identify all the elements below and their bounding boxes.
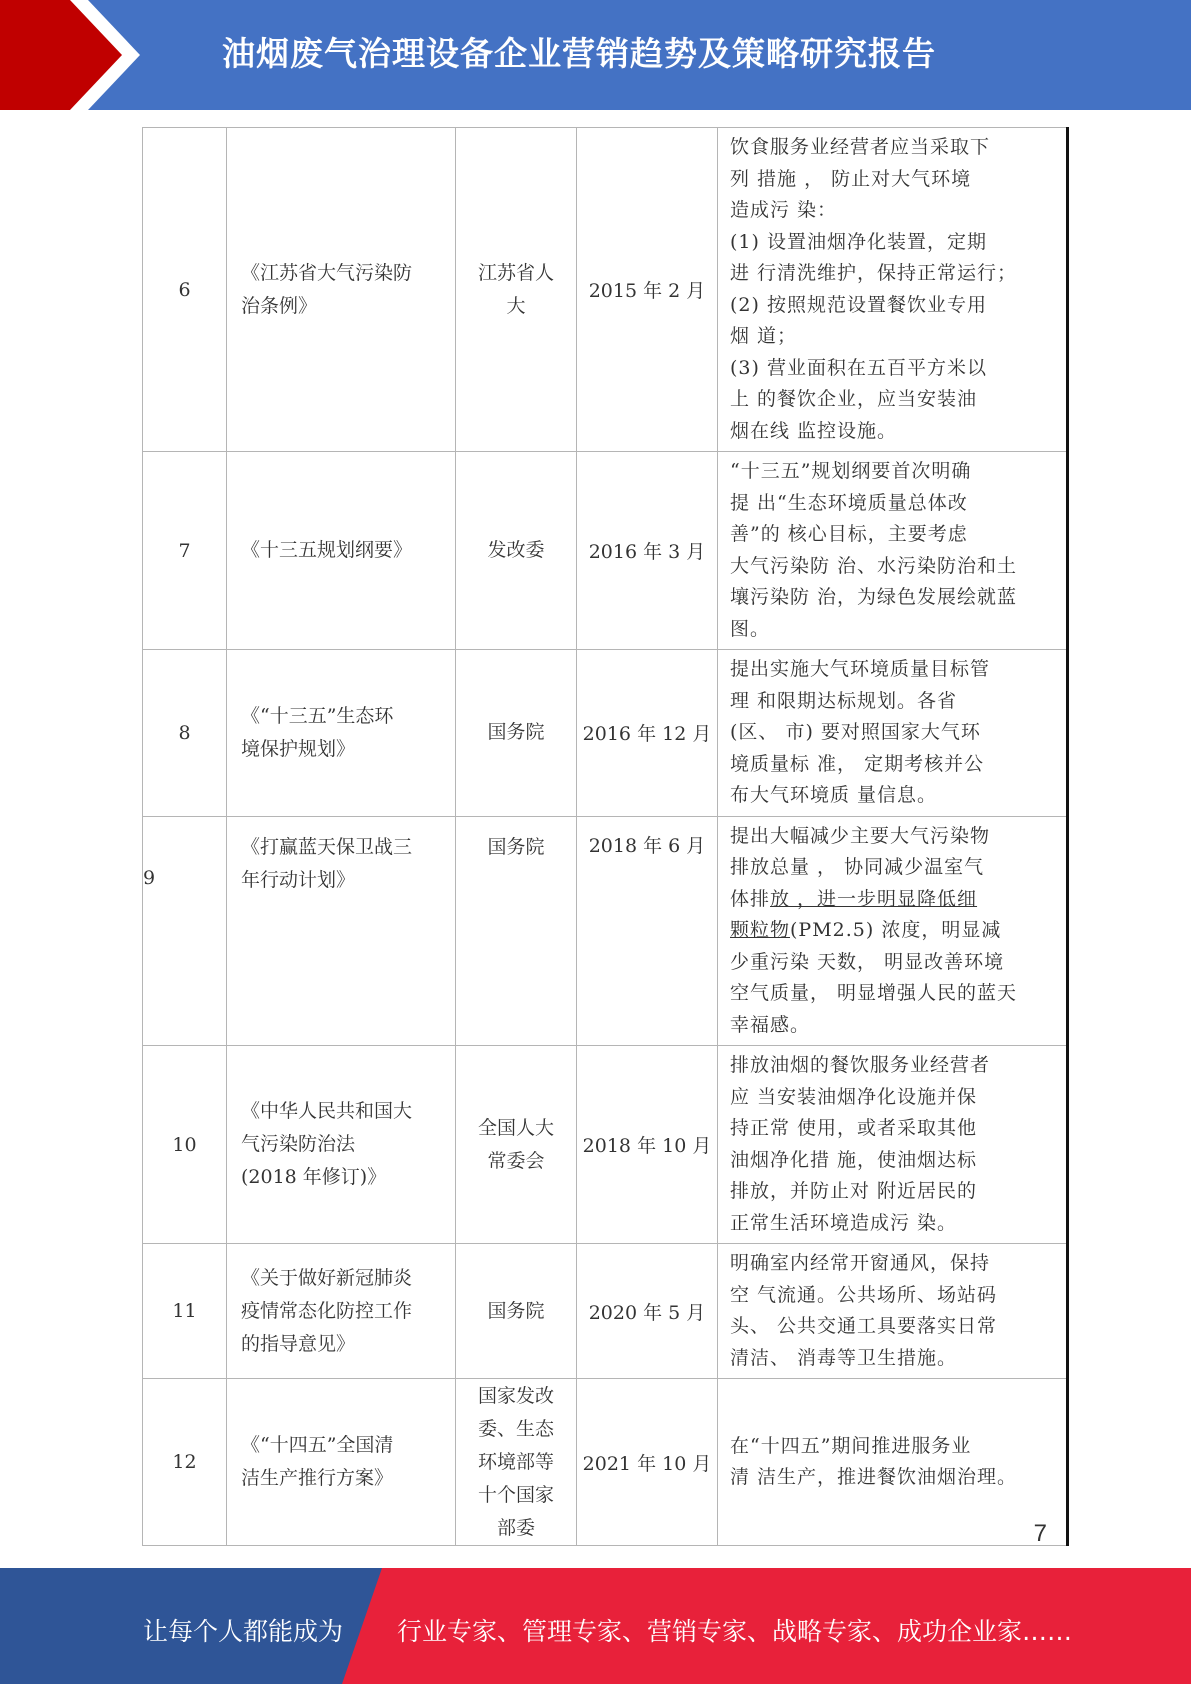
name-line: 洁生产推行方案》 — [241, 1467, 394, 1489]
policy-content — [718, 816, 1068, 1046]
content-line: (2) 按照规范设置餐饮业专用 — [730, 293, 987, 316]
row-number: 10 — [143, 1046, 227, 1244]
content-line: 进 行清洗维护，保持正常运行； — [730, 262, 1018, 284]
content-line: (区、 市) 要对照国家大气环 — [730, 721, 981, 743]
policy-content — [718, 128, 1068, 452]
underlined-text: 放 ，进一步明显降低细 — [770, 887, 978, 910]
table-row — [143, 816, 1068, 1046]
content-line: 在“十四五”期间推进服务业 — [730, 1434, 972, 1457]
table-row — [143, 1244, 1068, 1379]
table-row — [143, 452, 1068, 650]
document-name — [227, 650, 456, 817]
document-name — [227, 1244, 456, 1379]
content-line: 油烟净化措 施，使油烟达标 — [730, 1148, 978, 1171]
content-line: 列 措施 ， 防止对大气环境 — [730, 167, 972, 190]
content-line: 明确室内经常开窗通风，保持 — [730, 1252, 991, 1274]
name-line: 《“十三五”生态环 — [241, 704, 394, 727]
issuer-line: 部委 — [496, 1516, 535, 1539]
content-line: 境质量标 准， 定期考核并公 — [730, 752, 985, 775]
row-number: 9 — [143, 816, 227, 1046]
policy-table-container — [142, 127, 1067, 1546]
issuer-line: 大 — [506, 294, 526, 317]
table-row — [143, 650, 1068, 817]
content-line: 少重污染 天数， 明显改善环境 — [730, 950, 1005, 973]
issuer — [456, 452, 577, 650]
content-line: 提 出“生态环境质量总体改 — [730, 491, 968, 514]
underlined-text: 颗粒物 — [730, 919, 791, 941]
issuer-line: 十个国家 — [477, 1483, 554, 1506]
page-number: 7 — [1033, 1520, 1047, 1547]
content-line: 大气污染防 治、水污染防治和土 — [730, 554, 1018, 577]
issuer-line: 常委会 — [487, 1149, 545, 1172]
name-line: 《十三五规划纲要》 — [241, 539, 413, 561]
content-line: 提出实施大气环境质量目标管 — [730, 658, 991, 680]
policy-content — [718, 1379, 1068, 1546]
table-row — [143, 1046, 1068, 1244]
name-line: 《打赢蓝天保卫战三 — [241, 835, 413, 858]
document-name — [227, 1046, 456, 1244]
issuer — [456, 1379, 577, 1546]
content-line: 善”的 核心目标，主要考虑 — [730, 523, 968, 545]
content-line: 图。 — [730, 617, 771, 640]
content-line: “十三五”规划纲要首次明确 — [730, 460, 972, 482]
issue-date: 2021 年 10 月 — [577, 1379, 718, 1546]
name-line: 的指导意见》 — [241, 1332, 356, 1355]
row-number: 12 — [143, 1379, 227, 1546]
content-line: 头、 公共交通工具要落实日常 — [730, 1315, 998, 1337]
issuer-line: 国务院 — [487, 721, 545, 744]
document-name — [227, 1379, 456, 1546]
issuer-line: 委、生态 — [477, 1417, 554, 1440]
content-line — [730, 915, 1054, 947]
issuer-line: 全国人大 — [477, 1116, 554, 1139]
content-line: 应 当安装油烟净化设施并保 — [730, 1085, 978, 1108]
issue-date: 2018 年 10 月 — [577, 1046, 718, 1244]
issue-date: 2020 年 5 月 — [577, 1244, 718, 1379]
document-name — [227, 816, 456, 1046]
content-line: 幸福感。 — [730, 1013, 811, 1036]
policy-content — [718, 1046, 1068, 1244]
content-line: 清洁、 消毒等卫生措施。 — [730, 1346, 958, 1369]
content-line: 布大气环境质 量信息。 — [730, 784, 938, 806]
content-line: 空 气流通。公共场所、场站码 — [730, 1283, 998, 1306]
name-line: 《“十四五”全国清 — [241, 1434, 394, 1456]
issuer — [456, 1244, 577, 1379]
row-number: 11 — [143, 1244, 227, 1379]
name-line: 《中华人民共和国大 — [241, 1100, 413, 1122]
content-text: (PM2.5) 浓度，明显减 — [790, 919, 1002, 941]
issue-date: 2018 年 6 月 — [577, 816, 718, 1046]
issue-date: 2016 年 3 月 — [577, 452, 718, 650]
content-line: 提出大幅减少主要大气污染物 — [730, 824, 991, 847]
content-line: (3) 营业面积在五百平方米以 — [730, 356, 987, 379]
issuer — [456, 816, 577, 1046]
footer-slogan-left: 让每个人都能成为 — [143, 1617, 344, 1646]
content-text: 体排 — [730, 887, 771, 910]
issue-date: 2016 年 12 月 — [577, 650, 718, 817]
footer-slogan-right: 行业专家、管理专家、营销专家、战略专家、成功企业家…… — [397, 1617, 1073, 1646]
content-line: 饮食服务业经营者应当采取下 — [730, 136, 991, 158]
name-line: 治条例》 — [241, 294, 318, 317]
name-line: (2018 年修订)》 — [241, 1166, 387, 1188]
header-red-arrow — [0, 0, 140, 110]
issuer — [456, 1046, 577, 1244]
policy-table — [142, 127, 1069, 1546]
name-line: 《江苏省大气污染防 — [241, 261, 413, 284]
name-line: 年行动计划》 — [241, 868, 356, 891]
content-line: 排放，并防止对 附近居民的 — [730, 1180, 978, 1202]
header-bar — [0, 0, 1191, 110]
issuer — [456, 650, 577, 817]
content-line: 持正常 使用，或者采取其他 — [730, 1117, 978, 1139]
name-line: 疫情常态化防控工作 — [241, 1299, 413, 1322]
policy-content — [718, 452, 1068, 650]
row-number: 8 — [143, 650, 227, 817]
document-name — [227, 452, 456, 650]
issuer-line: 国家发改 — [477, 1384, 554, 1407]
policy-content — [718, 650, 1068, 817]
name-line: 境保护规划》 — [241, 737, 356, 760]
content-line: 上 的餐饮企业，应当安装油 — [730, 388, 978, 410]
document-name — [227, 128, 456, 452]
issuer-line: 江苏省人 — [477, 261, 554, 284]
row-number: 7 — [143, 452, 227, 650]
content-line: 烟 道； — [730, 325, 798, 347]
issuer-line: 国务院 — [487, 835, 545, 858]
content-line: (1) 设置油烟净化装置，定期 — [730, 230, 987, 253]
content-line: 排放油烟的餐饮服务业经营者 — [730, 1054, 991, 1076]
page-title: 油烟废气治理设备企业营销趋势及策略研究报告 — [222, 34, 936, 73]
content-line: 造成污 染： — [730, 199, 838, 221]
issuer-line: 发改委 — [487, 539, 545, 561]
content-line: 理 和限期达标规划。各省 — [730, 689, 958, 712]
table-row — [143, 128, 1068, 452]
content-line: 排放总量 ， 协同减少温室气 — [730, 856, 985, 878]
content-line: 烟在线 监控设施。 — [730, 419, 898, 442]
issuer-line: 国务院 — [487, 1299, 545, 1322]
content-line: 空气质量， 明显增强人民的蓝天 — [730, 982, 1018, 1004]
name-line: 气污染防治法 — [241, 1133, 356, 1155]
content-line — [730, 884, 1054, 916]
issuer-line: 环境部等 — [477, 1450, 554, 1473]
content-line: 正常生活环境造成污 染。 — [730, 1211, 958, 1234]
issuer — [456, 128, 577, 452]
content-line: 清 洁生产，推进餐饮油烟治理。 — [730, 1466, 1018, 1488]
content-line: 壤污染防 治，为绿色发展绘就蓝 — [730, 586, 1018, 608]
table-row — [143, 1379, 1068, 1546]
policy-content — [718, 1244, 1068, 1379]
row-number: 6 — [143, 128, 227, 452]
name-line: 《关于做好新冠肺炎 — [241, 1266, 413, 1289]
issue-date: 2015 年 2 月 — [577, 128, 718, 452]
